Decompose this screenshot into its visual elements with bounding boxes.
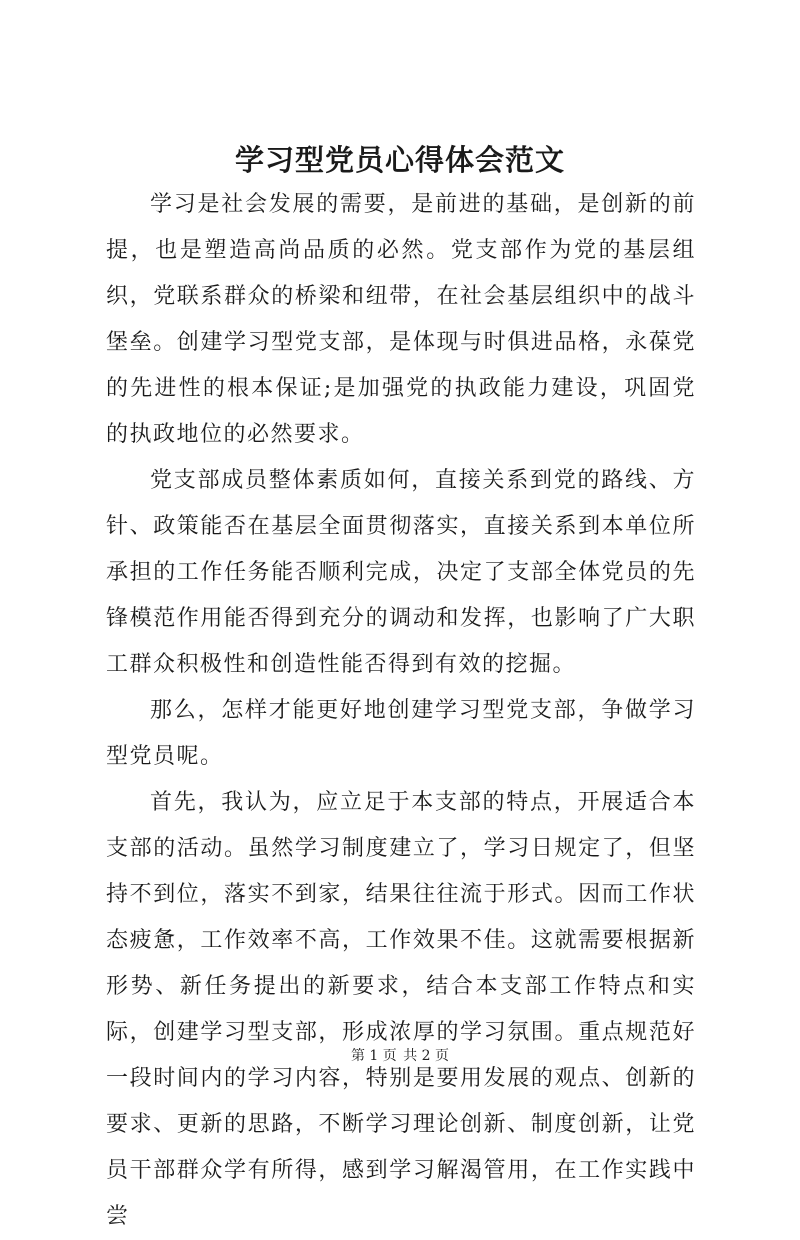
page-number-current: 第 1 页 xyxy=(350,1048,397,1064)
page-footer xyxy=(0,1046,800,1066)
paragraph-1: 学习是社会发展的需要，是前进的基础，是创新的前提，也是塑造高尚品质的必然。党支部作为党的基层组织，党联系群众的桥梁和纽带，在社会基层组织中的战斗堡垒。创建学习型党支部，是体现与时俱进品格，永葆党的先进性的根本保证;是加强党的执政能力建设，巩固党的执政地位的必然要求。 xyxy=(106,192,696,447)
document-title: 学习型党员心得体会范文 xyxy=(234,143,565,177)
paragraph-4: 首先，我认为，应立足于本支部的特点，开展适合本支部的活动。虽然学习制度建立了，学习日规定了，但坚持不到位，落实不到家，结果往往流于形式。因而工作状态疲惫，工作效率不高，工作效果不佳。这就需要根据新形势、新任务提出的新要求，结合本支部工作特点和实际，创建学习型支部，形成浓厚的学习氛围。重点规范好一段时间内的学习内容，特别是要用发展的观点、创新的要求、更新的思路，不断学习理论创新、制度创新，让党员干部群众学有所得，感到学习解渴管用，在工作实践中尝 xyxy=(106,790,696,1229)
paragraph-2: 党支部成员整体素质如何，直接关系到党的路线、方针、政策能否在基层全面贯彻落实，直接关系到本单位所承担的工作任务能否顺利完成，决定了支部全体党员的先锋模范作用能否得到充分的调动和发挥，也影响了广大职工群众积极性和创造性能否得到有效的挖掘。 xyxy=(106,468,696,677)
document-body xyxy=(106,182,696,1240)
paragraph-3: 那么，怎样才能更好地创建学习型党支部，争做学习型党员呢。 xyxy=(106,698,696,769)
page-number-total: 共 2 页 xyxy=(403,1048,450,1064)
